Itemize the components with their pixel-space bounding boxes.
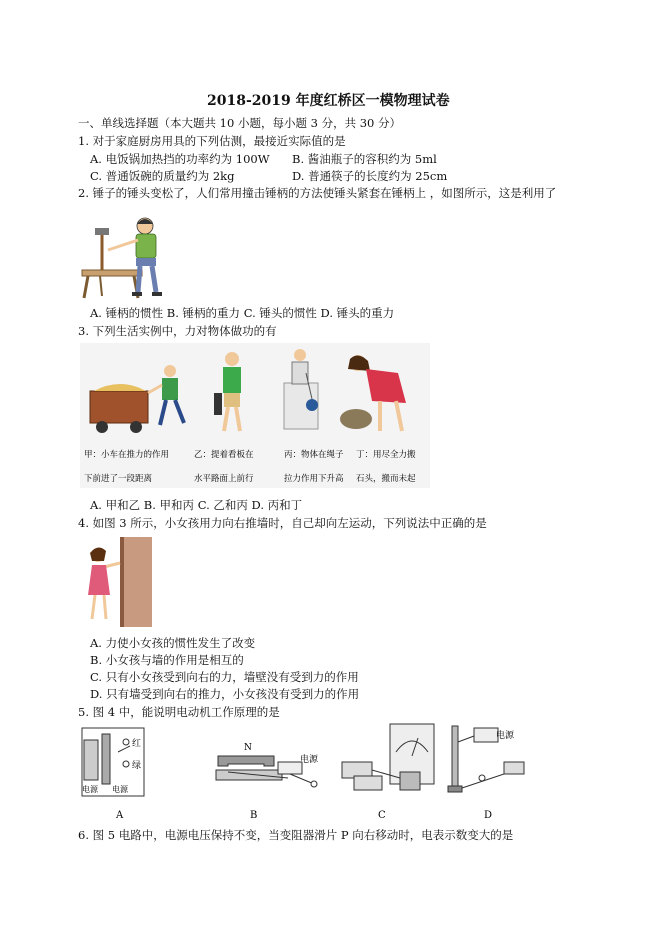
q1-option-c: C. 普通饭碗的质量约为 2kg bbox=[90, 169, 235, 183]
fig-a-source2-label: 电源 bbox=[112, 785, 128, 794]
caption-jia-line1: 甲：小车在推力的作用 bbox=[84, 450, 170, 460]
q2-stem: 2. 锤子的锤头变松了，人们常用撞击锤柄的方法使锤头紧套在锤柄上 ，如图所示，这是利用了 bbox=[78, 186, 557, 200]
q4-option-d: D. 只有墙受到向右的推力，小女孩没有受到力的作用 bbox=[90, 687, 360, 701]
caption-yi-line1: 乙：提着看板在 bbox=[194, 450, 254, 460]
page-title: 2018-2019 年度红桥区一模物理试卷 bbox=[207, 93, 450, 109]
q5-stem: 5. 图 4 中，能说明电动机工作原理的是 bbox=[78, 705, 280, 719]
caption-ding-line1: 丁：用尽全力搬 bbox=[356, 450, 416, 460]
fig-d-label: D bbox=[484, 810, 493, 820]
section-heading: 一、单线选择题（本大题共 10 小题，每小题 3 分，共 30 分） bbox=[78, 116, 402, 130]
fig-a-label: A bbox=[116, 810, 124, 820]
caption-jia-line2: 下前进了一段距离 bbox=[84, 474, 153, 484]
q3-figure bbox=[80, 343, 430, 488]
q1-option-a: A. 电饭锅加热挡的功率约为 100W bbox=[90, 152, 270, 166]
fig-d-source-label: 电源 bbox=[496, 731, 515, 741]
q4-option-a: A. 力使小女孩的惯性发生了改变 bbox=[90, 636, 256, 650]
q2-options: A. 锤柄的惯性 B. 锤柄的重力 C. 锤头的惯性 D. 锤头的重力 bbox=[90, 306, 395, 320]
caption-bing-line2: 拉力作用下升高 bbox=[284, 474, 344, 484]
hammer-figure bbox=[80, 212, 172, 300]
fig-a-green-label: 绿 bbox=[132, 761, 142, 771]
fig-c-label: C bbox=[378, 810, 386, 820]
q1-option-b: B. 酱油瓶子的容积约为 5ml bbox=[292, 152, 437, 166]
q4-option-c: C. 只有小女孩受到向右的力，墙壁没有受到力的作用 bbox=[90, 670, 359, 684]
caption-yi-line2: 水平路面上前行 bbox=[194, 474, 254, 484]
q4-option-b: B. 小女孩与墙的作用是相互的 bbox=[90, 653, 244, 667]
q5-figure bbox=[78, 722, 530, 820]
girl-pushing-wall-figure bbox=[80, 537, 152, 627]
fig-b-source-label: 电源 bbox=[300, 755, 319, 765]
q4-stem: 4. 如图 3 所示，小女孩用力向右推墙时，自己却向左运动，下列说法中正确的是 bbox=[78, 516, 487, 530]
caption-bing-line1: 丙：物体在绳子 bbox=[284, 450, 344, 460]
q6-stem: 6. 图 5 电路中，电源电压保持不变，当变阻器滑片 P 向右移动时，电表示数变大的是 bbox=[78, 828, 514, 842]
caption-ding-line2: 石头，搬而未起 bbox=[356, 474, 416, 484]
fig-a-source1-label: 电源 bbox=[82, 785, 98, 794]
q1-stem: 1. 对于家庭厨房用具的下列估测，最接近实际值的是 bbox=[78, 134, 346, 148]
fig-b-n-label: N bbox=[244, 743, 252, 753]
fig-b-label: B bbox=[250, 810, 258, 820]
q3-options: A. 甲和乙 B. 甲和丙 C. 乙和丙 D. 丙和丁 bbox=[90, 498, 303, 512]
q1-option-d: D. 普通筷子的长度约为 25cm bbox=[292, 169, 448, 183]
q3-stem: 3. 下列生活实例中，力对物体做功的有 bbox=[78, 324, 277, 338]
fig-a-red-label: 红 bbox=[132, 739, 142, 749]
